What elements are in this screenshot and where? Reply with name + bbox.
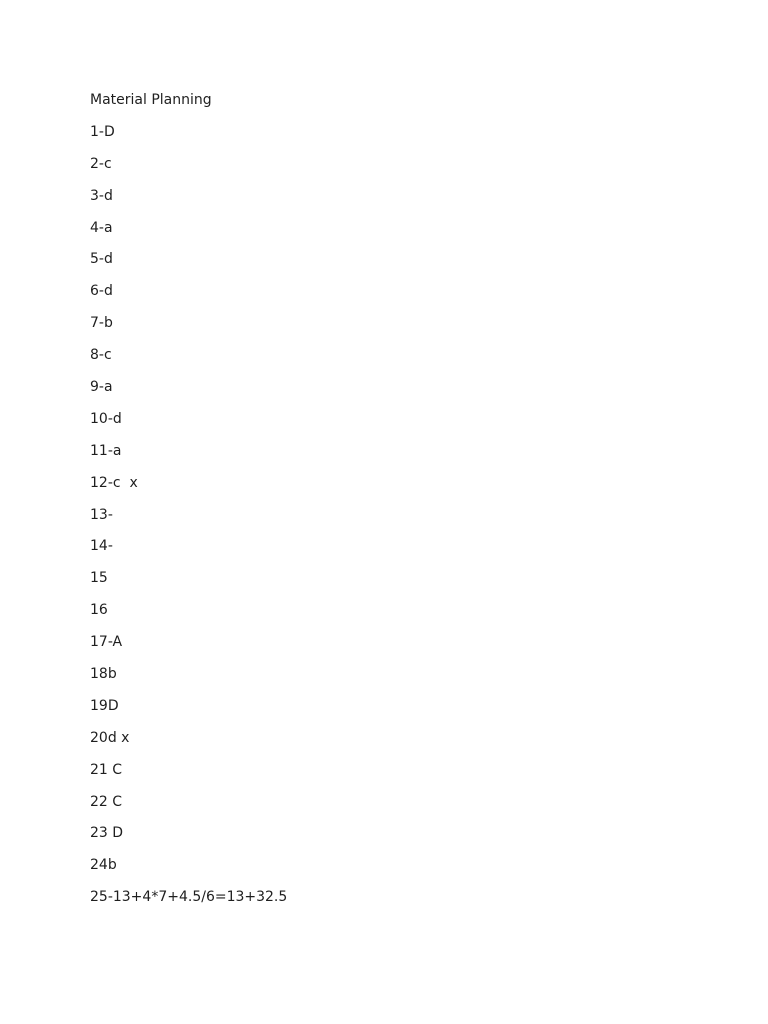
answer-line: 4-a xyxy=(90,219,113,236)
answer-line: 17-A xyxy=(90,634,123,651)
answer-line: 8-c xyxy=(90,347,112,364)
answer-line: 10-d xyxy=(90,410,122,427)
answer-line: 2-c xyxy=(90,155,112,172)
answer-line: 25-13+4*7+4.5/6=13+32.5 xyxy=(90,889,288,906)
answer-line: 3-d xyxy=(90,187,113,204)
answer-line: 23 D xyxy=(90,825,124,842)
answer-line: 1-D xyxy=(90,123,115,140)
document-title: Material Planning xyxy=(90,92,212,108)
answer-line: 12-c x xyxy=(90,474,138,491)
answer-line: 15 xyxy=(90,570,108,587)
answer-line: 11-a xyxy=(90,442,122,459)
answer-line: 7-b xyxy=(90,315,113,332)
answer-line: 20d x xyxy=(90,729,130,746)
document-body xyxy=(90,91,287,920)
answer-line: 9-a xyxy=(90,379,113,396)
answer-line: 22 C xyxy=(90,793,123,810)
answer-line: 16 xyxy=(90,602,108,619)
answer-line: 6-d xyxy=(90,283,113,300)
answer-line: 21 C xyxy=(90,761,123,778)
answer-line: 19D xyxy=(90,697,119,714)
answer-line: 24b xyxy=(90,857,117,874)
answer-line: 5-d xyxy=(90,251,113,268)
answer-line: 14- xyxy=(90,538,113,555)
answer-line: 13- xyxy=(90,506,113,523)
answer-line: 18b xyxy=(90,666,117,683)
